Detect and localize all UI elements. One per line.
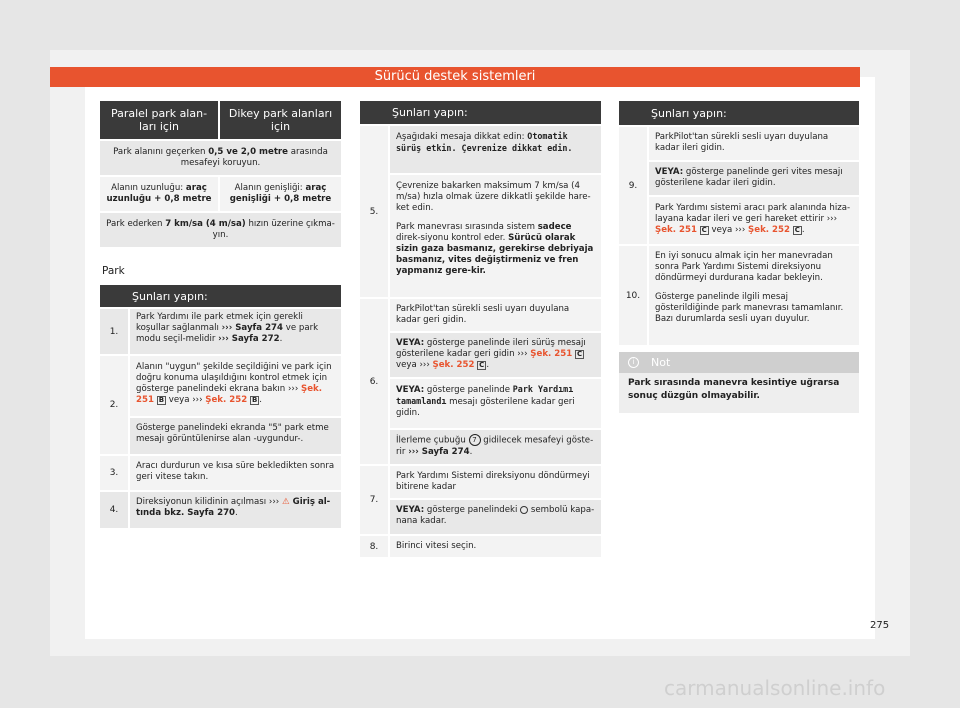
step-5-text-b: Çevrenize bakarken maksimum 7 km/sa (4 m/sa) hızla olmak üzere dikkatli şekilde hare-ket edin. Park manevrası sırasında sistem sadece direk-siyonu kontrol eder. Sürücü olarak sizin gaza basmanız, gerekirse debriyaja basmanız, vites değiştirmeniz ve fren yapmanız gere-kir. — [390, 175, 601, 297]
steps-header-right: Şunları yapın: — [619, 101, 859, 125]
step-10-text: En iyi sonucu almak için her manevradan sonra Park Yardımı Sistemi direksiyonu döndürmeyi durdurana kadar bekleyin. Gösterge panelinde ilgili mesaj gösterildiğinde park manevrası tamamlanır. Bazı durumlarda sesli uyarı duyulur. — [649, 246, 859, 345]
step-7-text-b: VEYA: gösterge panelindeki sembolü kapa-nana kadar. — [390, 500, 601, 534]
steering-wheel-icon — [520, 506, 528, 514]
steps-header-middle: Şunları yapın: — [360, 101, 601, 124]
note-text: Park sırasında manevra kesintiye uğrarsa sonuç düzgün olmayabilir. — [619, 373, 859, 413]
left-table-row-2-width: Alanın genişliği: araç genişliği + 0,8 metre — [220, 177, 341, 211]
step-number-10: 10. — [619, 246, 647, 345]
step-9-text-b: VEYA: gösterge panelinde geri vites mesajı gösterilene kadar ileri gidin. — [649, 162, 859, 195]
step-9-text-c: Park Yardımı sistemi aracı park alanında hiza-layana kadar ileri ve geri hareket ettirir ››› Şek. 251 C veya ››› Şek. 252 C . — [649, 197, 859, 244]
step-6-text-b: VEYA: gösterge panelinde ileri sürüş mesajı gösterilene kadar geri gidin ››› Şek. 251 C veya ››› Şek. 252 C . — [390, 333, 601, 377]
step-1-text: Park Yardımı ile park etmek için gerekli koşullar sağlanmalı ››› Sayfa 274 ve park modu seçil-melidir ››› Sayfa 272. — [130, 309, 341, 354]
step-8-text: Birinci vitesi seçin. — [390, 536, 601, 557]
left-table-header-col2: Dikey park alanları için — [220, 101, 341, 139]
watermark: carmanualsonline.info — [664, 676, 886, 700]
step-number-3: 3. — [100, 456, 128, 490]
step-number-9: 9. — [619, 127, 647, 244]
step-number-7: 7. — [360, 466, 388, 534]
step-7-text-a: Park Yardımı Sistemi direksiyonu döndürmeyi bitirene kadar — [390, 466, 601, 498]
park-heading: Park — [102, 265, 125, 277]
step-4-text: Direksiyonun kilidinin açılması ››› ⚠ Giriş al-tında bkz. Sayfa 270. — [130, 492, 341, 528]
progress-bar-callout-icon: 7 — [469, 434, 481, 446]
step-2-text-b: Gösterge panelindeki ekranda "5" park etme mesajı görüntülenirse alan -uygundur-. — [130, 418, 341, 454]
step-3-text: Aracı durdurun ve kısa süre bekledikten sonra geri vitese takın. — [130, 456, 341, 490]
step-number-8: 8. — [360, 536, 388, 557]
step-number-1: 1. — [100, 309, 128, 354]
step-6-text-c: VEYA: gösterge panelinde Park Yardımı tamamlandı mesajı gösterilene kadar geri gidin. — [390, 379, 601, 428]
left-table-header-col1: Paralel park alan-ları için — [100, 101, 218, 139]
step-6-text-a: ParkPilot'tan sürekli sesli uyarı duyulana kadar geri gidin. — [390, 299, 601, 331]
section-banner: Sürücü destek sistemleri — [50, 67, 860, 87]
note-header — [619, 352, 859, 373]
step-2-text-a: Alanın "uygun" şekilde seçildiğini ve park için doğru konuma ulaşıldığını kontrol etmek için gösterge panelindeki ekrana bakın ››› Şek. 251 B veya ››› Şek. 252 B . — [130, 356, 341, 416]
step-6-text-d: İlerleme çubuğu 7 gidilecek mesafeyi göste-rir ››› Sayfa 274. — [390, 430, 601, 464]
step-9-text-a: ParkPilot'tan sürekli sesli uyarı duyulana kadar ileri gidin. — [649, 127, 859, 160]
step-number-2: 2. — [100, 356, 128, 454]
step-5-text-a: Aşağıdaki mesaja dikkat edin: Otomatik sürüş etkin. Çevrenize dikkat edin. — [390, 126, 601, 173]
info-icon: i — [628, 357, 639, 368]
left-table-row-3: Park ederken 7 km/sa (4 m/sa) hızın üzerine çıkma-yın. — [100, 213, 341, 247]
step-number-4: 4. — [100, 492, 128, 528]
left-table-row-2-length: Alanın uzunluğu: araç uzunluğu + 0,8 metre — [100, 177, 218, 211]
step-number-5: 5. — [360, 126, 388, 297]
note-title: Not — [651, 356, 671, 369]
step-number-6: 6. — [360, 299, 388, 464]
left-table-row-1: Park alanını geçerken 0,5 ve 2,0 metre arasında mesafeyi koruyun. — [100, 141, 341, 175]
warning-icon: ⚠ — [281, 497, 290, 507]
page-number: 275 — [870, 620, 890, 631]
steps-header-left: Şunları yapın: — [100, 285, 341, 307]
